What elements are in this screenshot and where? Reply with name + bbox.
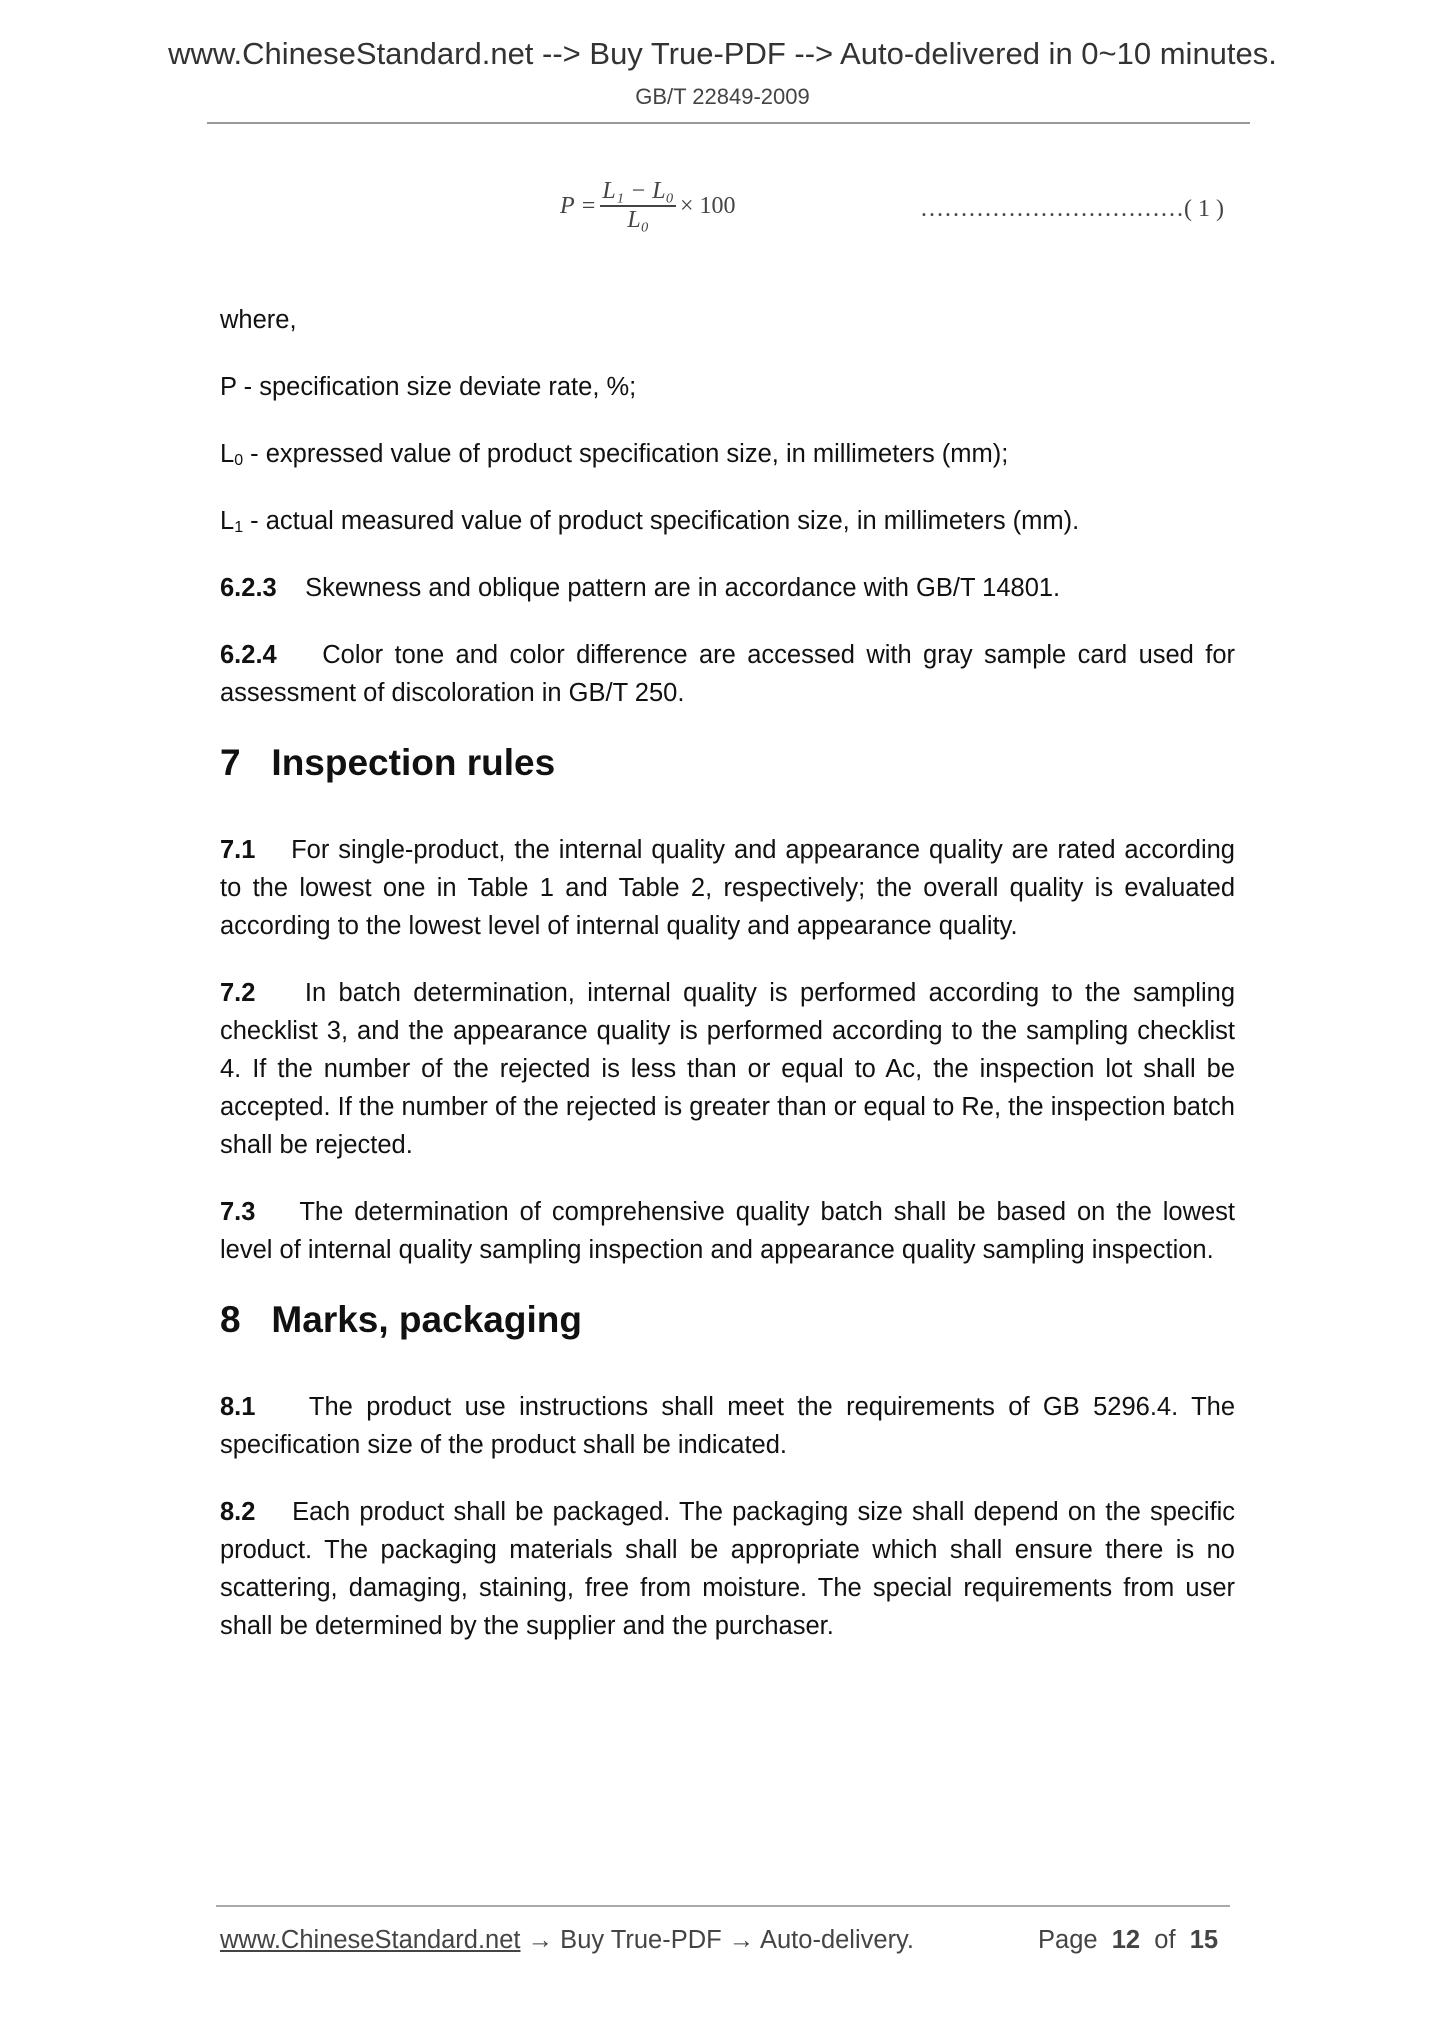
formula-lhs: P = [560,192,597,219]
subscript: 1 [234,519,244,536]
where-label: where, [220,306,297,334]
footer-divider [216,1905,1230,1907]
footer-text [220,1926,914,1955]
clause-7-3 [220,1193,1235,1269]
clause-6-2-4 [220,636,1235,712]
definition-l1 [220,502,1235,540]
clause-text: For single-product, the internal quality and appearance quality are rated according to the lowest one in Table 1 and Table 2, respectively; the overall quality is evaluated according to the lowest level of internal quality and appearance quality. [220,836,1235,940]
clause-text: Color tone and color difference are accessed with gray sample card used for assessment of discoloration in GB/T 250. [220,641,1235,707]
header-divider [207,122,1250,124]
clause-number: 8.1 [220,1393,256,1421]
clause-text: In batch determination, internal quality is performed according to the sampling checklist 3, and the appearance quality is performed according to the sampling checklist 4. If the number of the rejected is less than or equal to Ac, the inspection lot shall be accepted. If the number of the rejected is greater than or equal to Re, the inspection batch shall be rejected. [220,979,1235,1159]
formula-numerator: L₁ − L₀ [600,178,676,207]
page-number: 12 [1111,1926,1141,1954]
clause-7-2 [220,974,1235,1164]
header-banner: www.ChineseStandard.net --> Buy True-PDF --> Auto-delivered in 0~10 minutes. [168,36,1277,71]
document-body [220,301,1235,1674]
definition-text: - actual measured value of product specification size, in millimeters (mm). [243,507,1080,535]
section-heading-8 [220,1298,1235,1342]
page-total: 15 [1189,1926,1219,1954]
definition-text: - expressed value of product specification size, in millimeters (mm); [243,440,1009,468]
clause-number: 6.2.4 [220,641,277,669]
clause-number: 6.2.3 [220,574,277,602]
clause-text: Skewness and oblique pattern are in accordance with GB/T 14801. [305,574,1061,602]
page-label: Page [1038,1926,1098,1954]
formula [560,178,736,234]
subscript: 0 [234,452,244,469]
footer-link[interactable]: www.ChineseStandard.net [220,1926,521,1954]
formula-times: × 100 [680,192,736,219]
definition-l0 [220,435,1235,473]
formula-denominator: L₀ [627,207,650,233]
section-heading-7 [220,741,1235,785]
section-title: Marks, packaging [271,1299,582,1340]
symbol: L [220,507,235,535]
equation-number: ……………………………( 1 ) [920,196,1224,222]
clause-number: 8.2 [220,1498,256,1526]
symbol: P [220,373,237,401]
footer-tagline: → Buy True-PDF → Auto-delivery. [520,1926,914,1954]
section-title: Inspection rules [271,742,556,783]
formula-fraction [600,178,676,234]
standard-number: GB/T 22849-2009 [635,84,810,109]
section-number: 8 [220,1299,241,1340]
clause-text: The determination of comprehensive quality batch shall be based on the lowest level of internal quality sampling inspection and appearance quality sampling inspection. [220,1198,1235,1264]
clause-text: The product use instructions shall meet the requirements of GB 5296.4. The specification size of the product shall be indicated. [220,1393,1236,1459]
of-label: of [1154,1926,1176,1954]
clause-number: 7.2 [220,979,256,1007]
symbol: L [220,440,235,468]
clause-text: Each product shall be packaged. The packaging size shall depend on the specific product. The packaging materials shall be appropriate which shall ensure there is no scattering, damaging, staining, free from moisture. The special requirements from user shall be determined by the supplier and the purchaser. [220,1498,1235,1640]
page-indicator [1038,1926,1218,1955]
clause-8-1 [220,1388,1235,1464]
clause-7-1 [220,831,1235,945]
clause-number: 7.1 [220,836,256,864]
clause-number: 7.3 [220,1198,256,1226]
clause-6-2-3 [220,569,1235,607]
section-number: 7 [220,742,241,783]
clause-8-2 [220,1493,1235,1645]
definition-p [220,368,1235,406]
definition-text: - specification size deviate rate, %; [236,373,637,401]
